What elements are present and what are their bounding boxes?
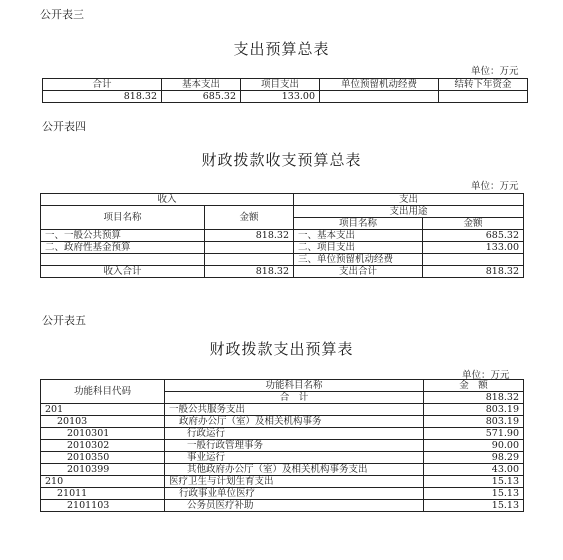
name-cell: 其他政府办公厅（室）及相关机构事务支出 [165, 464, 424, 476]
table-total-row [41, 266, 524, 278]
expense-col-amount: 金额 [423, 218, 524, 230]
fiscal-income-expense-table [40, 193, 524, 278]
col-project: 项目支出 [241, 79, 320, 91]
table-row [41, 452, 524, 464]
cell-carryover [439, 91, 528, 103]
expense-name: 三、单位预留机动经费 [294, 254, 423, 266]
table-row [41, 404, 524, 416]
amount-cell: 803.19 [424, 416, 524, 428]
amount-cell: 15.13 [424, 488, 524, 500]
income-amount [205, 242, 294, 254]
expense-total: 818.32 [423, 266, 524, 278]
cell-total: 818.32 [43, 91, 162, 103]
col-name: 功能科目名称 [165, 380, 424, 392]
table-row [41, 242, 524, 254]
table-row [41, 416, 524, 428]
income-name: 一、一般公共预算 [41, 230, 205, 242]
total-amount: 818.32 [424, 392, 524, 404]
table5-tag: 公开表五 [42, 314, 86, 327]
table-row [41, 488, 524, 500]
code-cell: 21011 [41, 488, 165, 500]
col-basic: 基本支出 [162, 79, 241, 91]
name-cell: 行政运行 [165, 428, 424, 440]
table-row [41, 464, 524, 476]
table3-unit: 单位：万元 [471, 66, 519, 77]
name-cell: 事业运行 [165, 452, 424, 464]
code-cell: 201 [41, 404, 165, 416]
amount-cell: 98.29 [424, 452, 524, 464]
expense-header: 支出 [294, 194, 524, 206]
code-cell: 2010350 [41, 452, 165, 464]
table4-unit: 单位：万元 [471, 181, 519, 192]
code-cell: 20103 [41, 416, 165, 428]
income-amount [205, 254, 294, 266]
fiscal-expense-budget-table [40, 379, 524, 512]
table5-body [41, 404, 524, 512]
income-amount: 818.32 [205, 230, 294, 242]
table4-tag: 公开表四 [42, 120, 86, 133]
income-total-label: 收入合计 [41, 266, 205, 278]
expense-amount [423, 254, 524, 266]
table-row [41, 254, 524, 266]
table-row [41, 428, 524, 440]
amount-cell: 803.19 [424, 404, 524, 416]
table-row [41, 230, 524, 242]
expense-name: 二、项目支出 [294, 242, 423, 254]
table-row [41, 476, 524, 488]
cell-reserve [320, 91, 439, 103]
col-code: 功能科目代码 [41, 380, 165, 404]
name-cell: 行政事业单位医疗 [165, 488, 424, 500]
code-cell: 210 [41, 476, 165, 488]
income-name: 二、政府性基金预算 [41, 242, 205, 254]
expense-name: 一、基本支出 [294, 230, 423, 242]
expense-use-header: 支出用途 [294, 206, 524, 218]
col-amount: 金 额 [424, 380, 524, 392]
amount-cell: 15.13 [424, 500, 524, 512]
name-cell: 医疗卫生与计划生育支出 [165, 476, 424, 488]
table-row [43, 91, 528, 103]
code-cell: 2010302 [41, 440, 165, 452]
expense-col-item: 项目名称 [294, 218, 423, 230]
amount-cell: 43.00 [424, 464, 524, 476]
expense-amount: 685.32 [423, 230, 524, 242]
table5-title: 财政拨款支出预算表 [209, 340, 354, 358]
income-header: 收入 [41, 194, 294, 206]
table5-unit: 单位：万元 [462, 370, 510, 381]
col-total: 合计 [43, 79, 162, 91]
table3-tag: 公开表三 [40, 8, 84, 21]
expense-amount: 133.00 [423, 242, 524, 254]
table-row [41, 440, 524, 452]
name-cell: 一般公共服务支出 [165, 404, 424, 416]
income-total: 818.32 [205, 266, 294, 278]
income-col-item: 项目名称 [41, 206, 205, 230]
col-carryover: 结转下年资金 [439, 79, 528, 91]
table-header-row [41, 206, 524, 218]
name-cell: 公务员医疗补助 [165, 500, 424, 512]
table-header-row [41, 380, 524, 392]
income-col-amount: 金额 [205, 206, 294, 230]
expense-budget-summary-table [42, 78, 528, 103]
cell-basic: 685.32 [162, 91, 241, 103]
amount-cell: 15.13 [424, 476, 524, 488]
col-reserve: 单位预留机动经费 [320, 79, 439, 91]
name-cell: 一般行政管理事务 [165, 440, 424, 452]
table4-title: 财政拨款收支预算总表 [201, 151, 362, 169]
code-cell: 2010301 [41, 428, 165, 440]
code-cell: 2010399 [41, 464, 165, 476]
table-row [41, 500, 524, 512]
table-header-row [43, 79, 528, 91]
amount-cell: 90.00 [424, 440, 524, 452]
name-cell: 政府办公厅（室）及相关机构事务 [165, 416, 424, 428]
code-cell: 2101103 [41, 500, 165, 512]
amount-cell: 571.90 [424, 428, 524, 440]
table3-title: 支出预算总表 [233, 40, 330, 58]
cell-project: 133.00 [241, 91, 320, 103]
income-name [41, 254, 205, 266]
expense-total-label: 支出合计 [294, 266, 423, 278]
table-header-row [41, 194, 524, 206]
total-label: 合 计 [165, 392, 424, 404]
